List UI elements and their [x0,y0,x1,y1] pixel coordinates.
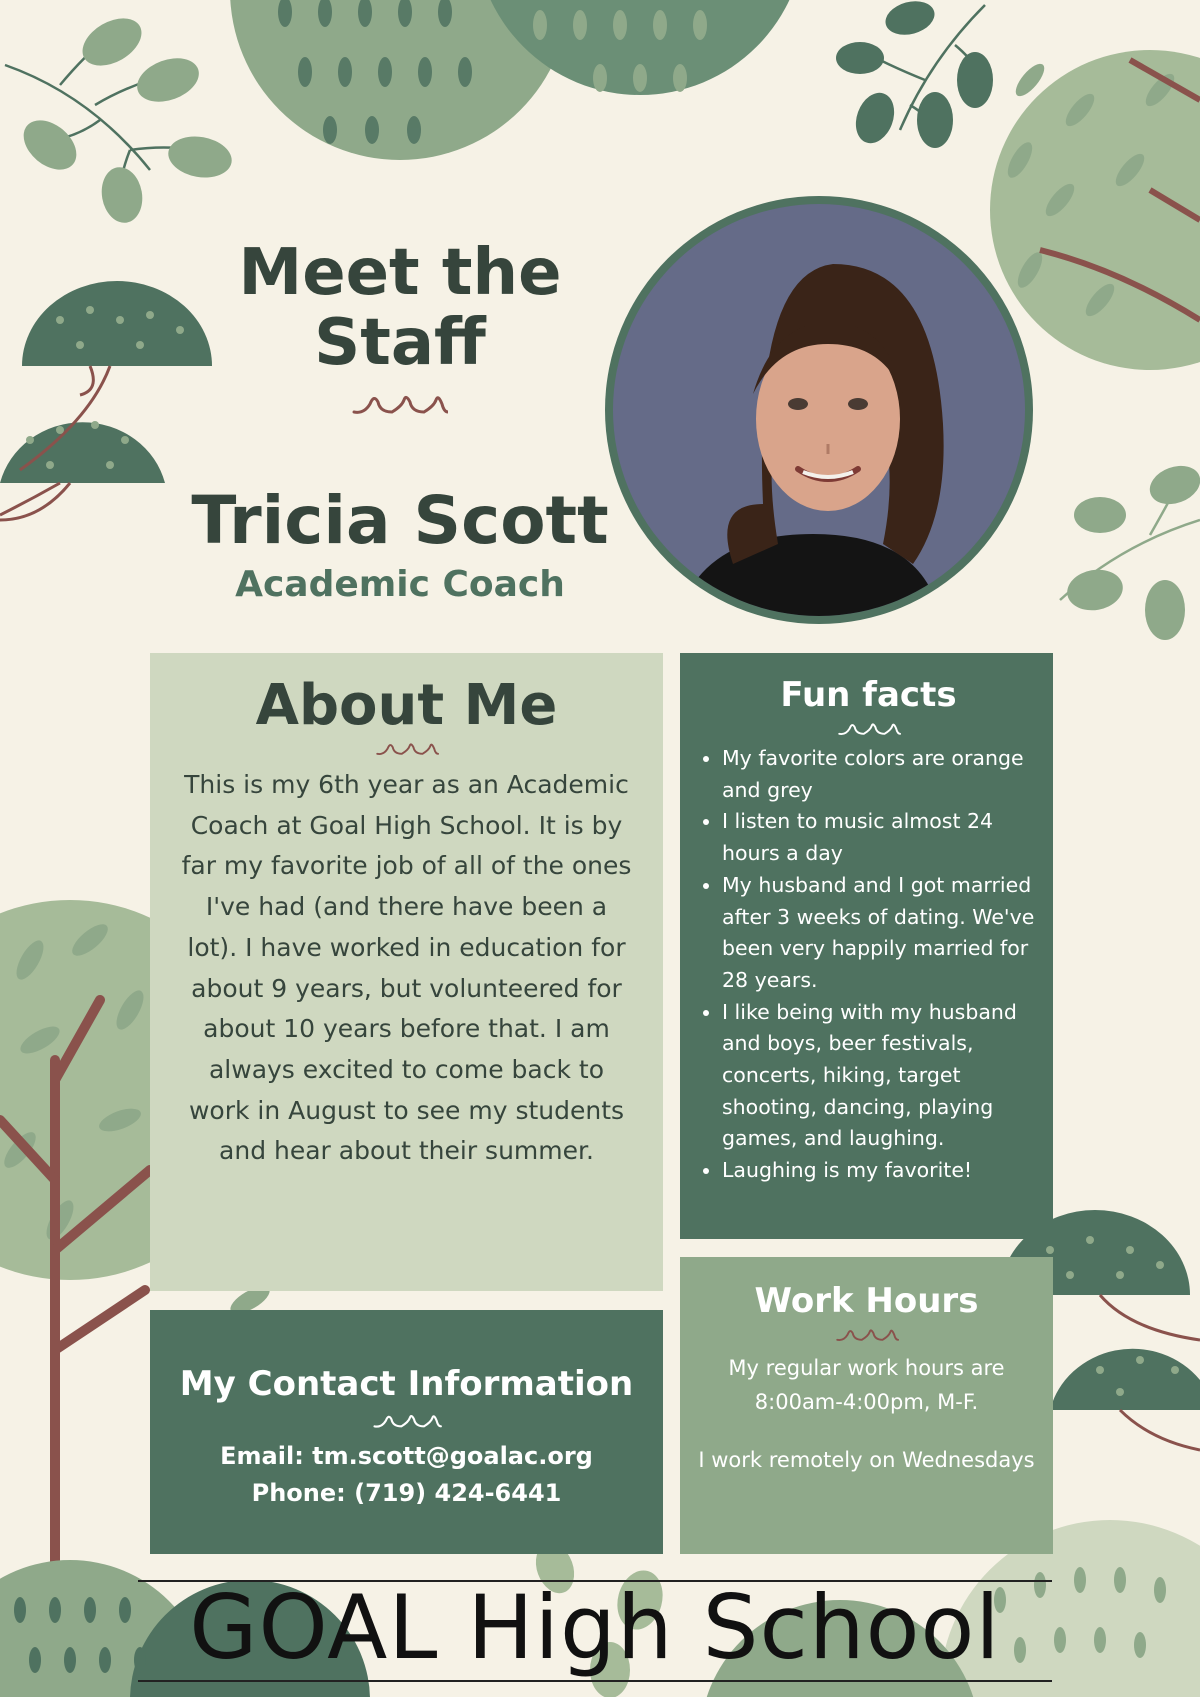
portrait-photo [613,204,1025,616]
about-me-panel [150,653,663,1291]
contact-phone[interactable]: Phone: (719) 424-6441 [251,1479,562,1507]
fun-facts-heading: Fun facts [780,675,957,715]
remote-work-text: I work remotely on Wednesdays [698,1448,1035,1472]
page-title [200,238,600,420]
fun-facts-panel [680,653,1053,1239]
regular-hours-text: My regular work hours are 8:00am-4:00pm, M-F. [728,1356,1005,1414]
contact-heading: My Contact Information [179,1364,634,1404]
staff-role: Academic Coach [235,564,565,605]
title-line-2: Staff [314,306,486,380]
work-hours-panel [680,1257,1053,1554]
contact-email[interactable]: Email: tm.scott@goalac.org [220,1442,593,1470]
staff-name: Tricia Scott [191,482,609,559]
list-item: • I listen to music almost 24 hours a day [722,806,1039,869]
squiggle-divider-icon [368,737,446,759]
school-name: GOAL High School [189,1576,1001,1679]
squiggle-divider-icon [830,717,908,739]
list-item: • My favorite colors are orange and grey [722,743,1039,806]
squiggle-divider-icon [828,1323,906,1345]
list-item: • Laughing is my favorite! [722,1155,1039,1187]
about-me-heading: About Me [255,673,558,738]
about-me-body: This is my 6th year as an Academic Coach at Goal High School. It is by far my favorite job of all of the ones I've had (and there have been a lot). I have worked in education for about 9 years, but volunteered for about 10 years before that. I am always excited to come back to work in August to see my students and hear about their summer. [181,770,632,1166]
footer-rule-bottom [138,1680,1052,1682]
list-item: • My husband and I got married after 3 weeks of dating. We've been very happily married for 28 years. [722,870,1039,997]
work-hours-heading: Work Hours [754,1281,979,1321]
contact-panel [150,1310,663,1554]
squiggle-divider-icon [352,386,448,420]
fun-facts-list [698,743,1039,1187]
title-line-1: Meet the [238,236,562,310]
portrait-frame [605,196,1033,624]
squiggle-divider-icon [368,1408,446,1432]
list-item: • I like being with my husband and boys, beer festivals, concerts, hiking, target shooting, dancing, playing games, and laughing. [722,997,1039,1156]
